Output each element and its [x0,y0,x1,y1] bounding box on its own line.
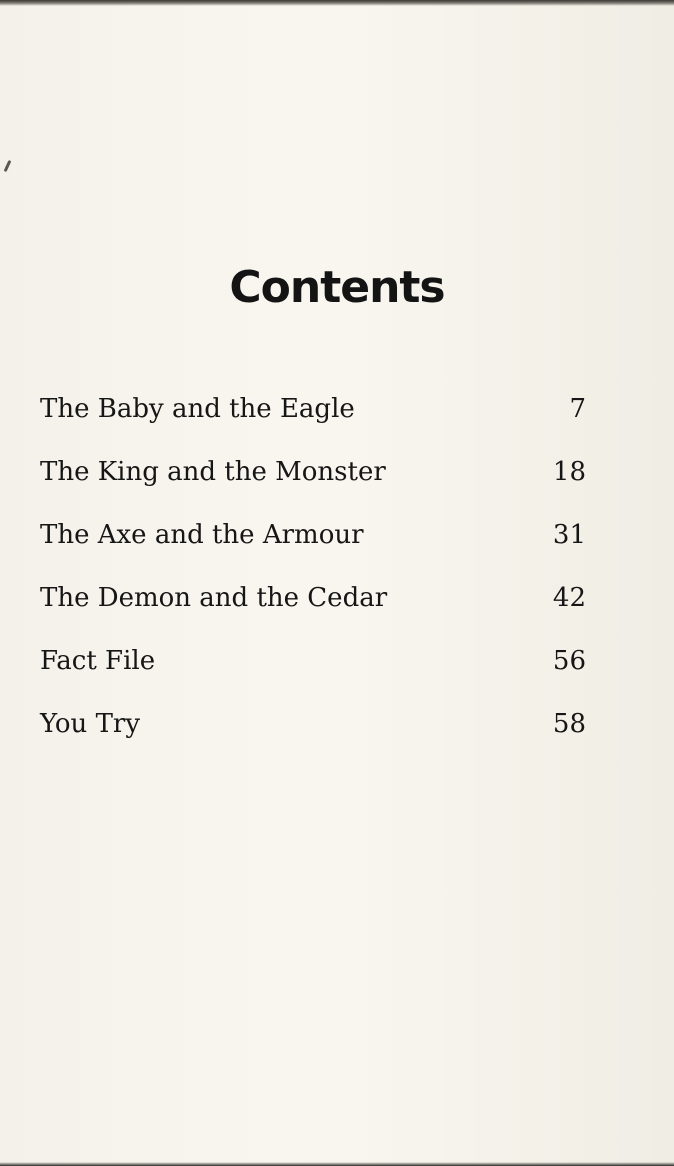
toc-entry-axe-armour [40,511,586,574]
toc-entry-page: 42 [552,583,586,613]
toc-entry-page: 56 [552,646,586,676]
toc-entry-baby-eagle [40,385,586,448]
toc-entry-title: The King and the Monster [40,457,386,487]
toc-entry-page: 31 [552,520,586,550]
table-of-contents [40,385,586,763]
pencil-mark [4,160,12,172]
toc-entry-title: Fact File [40,646,156,676]
toc-entry-title: You Try [40,709,141,739]
toc-entry-page: 18 [552,457,586,487]
toc-entry-title: The Axe and the Armour [40,520,364,550]
toc-entry-title: The Baby and the Eagle [40,394,355,424]
contents-heading: Contents [229,262,445,313]
toc-entry-king-monster [40,448,586,511]
toc-entry-page: 58 [552,709,586,739]
toc-entry-title: The Demon and the Cedar [40,583,388,613]
toc-entry-page: 7 [569,394,586,424]
toc-entry-fact-file [40,637,586,700]
page-top-edge [0,0,674,6]
page-bottom-edge [0,1162,674,1166]
toc-entry-demon-cedar [40,574,586,637]
toc-entry-you-try [40,700,586,763]
